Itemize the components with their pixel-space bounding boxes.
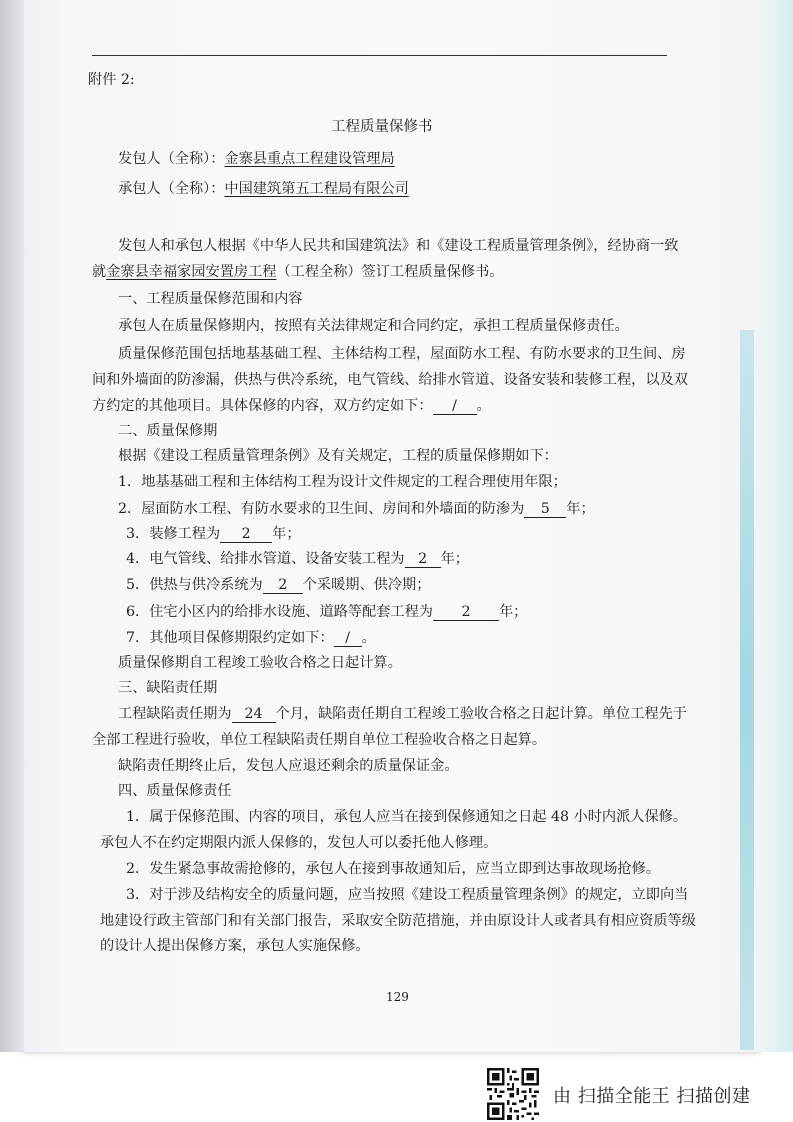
page-left-shadow bbox=[0, 0, 24, 1052]
item-2-value: 5 bbox=[524, 501, 566, 518]
section-1-para-2-line-2: 间和外墙面的防渗漏，供热与供冷系统，电气管线、给排水管道、设备安装和装修工程，以及双 bbox=[92, 372, 688, 388]
section-2-closing: 质量保修期自工程竣工验收合格之日起计算。 bbox=[118, 655, 402, 671]
section-4-item-1-line-1: 1．属于保修范围、内容的项目，承包人应当在接到保修通知之日起 48 小时内派人保修。 bbox=[126, 809, 688, 825]
section-4-item-3-line-3: 的设计人提出保修方案，承包人实施保修。 bbox=[100, 938, 370, 954]
section-3-para-2: 缺陷责任期终止后，发包人应退还剩余的质量保证金。 bbox=[118, 758, 459, 774]
binder-strip bbox=[740, 330, 754, 1050]
section-4-item-1-line-2: 承包人不在约定期限内派人保修的，发包人可以委托他人修理。 bbox=[100, 835, 498, 851]
page-right-edge bbox=[752, 0, 793, 1052]
section-1-heading: 一、工程质量保修范围和内容 bbox=[118, 291, 303, 307]
warranty-item-5 bbox=[126, 576, 430, 594]
item-2-unit: 年； bbox=[566, 501, 595, 517]
contractor-line bbox=[118, 180, 409, 198]
section-4-item-3-line-2: 地建设行政主管部门和有关部门报告，采取安全防范措施，并由原设计人或者具有相应资质等级 bbox=[100, 913, 696, 929]
warranty-item-1: 1．地基基础工程和主体结构工程为设计文件规定的工程合理使用年限； bbox=[118, 474, 567, 490]
scanner-watermark-text: 由 扫描全能王 扫描创建 bbox=[553, 1086, 751, 1107]
scope-end: 。 bbox=[476, 398, 491, 414]
document-title: 工程质量保修书 bbox=[331, 119, 433, 135]
employer-line bbox=[118, 150, 395, 168]
warranty-item-4 bbox=[126, 550, 469, 568]
item-3-unit: 年； bbox=[272, 526, 301, 542]
intro-line-1: 发包人和承包人根据《中华人民共和国建筑法》和《建设工程质量管理条例》，经协商一致 bbox=[118, 238, 679, 254]
section-2-intro: 根据《建设工程质量管理条例》及有关规定，工程的质量保修期如下： bbox=[118, 448, 558, 464]
item-5-unit: 个采暖期、供冷期； bbox=[302, 577, 431, 593]
section-1-para-2-line-3 bbox=[92, 397, 491, 415]
item-6-text: 6．住宅小区内的给排水设施、道路等配套工程为 bbox=[126, 604, 433, 620]
defect-period-text: 工程缺陷责任期为 bbox=[118, 706, 232, 722]
section-1-para-2-line-1: 质量保修范围包括地基基础工程、主体结构工程，屋面防水工程、有防水要求的卫生间、房 bbox=[118, 346, 686, 362]
attachment-label: 附件 2: bbox=[88, 72, 135, 88]
qr-code-icon bbox=[487, 1068, 539, 1120]
item-4-unit: 年； bbox=[440, 551, 469, 567]
item-4-value: 2 bbox=[405, 551, 441, 568]
warranty-item-7 bbox=[126, 629, 376, 647]
employer-name: 金寨县重点工程建设管理局 bbox=[224, 151, 395, 167]
section-1-para-1: 承包人在质量保修期内，按照有关法律规定和合同约定，承担工程质量保修责任。 bbox=[118, 318, 629, 334]
item-7-value: / bbox=[334, 630, 362, 647]
employer-label: 发包人（全称）： bbox=[118, 151, 225, 167]
item-3-text: 3．装修工程为 bbox=[126, 526, 221, 542]
item-7-text: 7．其他项目保修期限约定如下： bbox=[126, 630, 334, 646]
section-3-para-1-line-1 bbox=[118, 705, 687, 723]
warranty-item-6 bbox=[126, 603, 527, 621]
item-3-value: 2 bbox=[220, 526, 272, 543]
defect-period-rest: 个月，缺陷责任期自工程竣工验收合格之日起计算。单位工程先于 bbox=[275, 706, 687, 722]
item-2-text: 2．屋面防水工程、有防水要求的卫生间、房间和外墙面的防渗为 bbox=[118, 501, 525, 517]
intro-prefix: 就 bbox=[92, 264, 107, 280]
item-4-text: 4．电气管线、给排水管道、设备安装工程为 bbox=[126, 551, 405, 567]
warranty-item-2 bbox=[118, 500, 595, 518]
defect-period-value: 24 bbox=[232, 706, 276, 723]
contractor-label: 承包人（全称）： bbox=[118, 181, 225, 197]
warranty-item-3 bbox=[126, 525, 301, 543]
intro-suffix: （工程全称）签订工程质量保修书。 bbox=[276, 264, 504, 280]
contractor-name: 中国建筑第五工程局有限公司 bbox=[224, 181, 409, 197]
intro-line-2 bbox=[92, 263, 503, 281]
header-rule bbox=[92, 55, 667, 56]
section-4-item-3-line-1: 3．对于涉及结构安全的质量问题，应当按照《建设工程质量管理条例》的规定，立即向当 bbox=[126, 887, 689, 903]
section-3-para-1-line-2: 全部工程进行验收，单位工程缺陷责任期自单位工程验收合格之日起算。 bbox=[92, 732, 547, 748]
section-4-heading: 四、质量保修责任 bbox=[118, 783, 232, 799]
section-3-heading: 三、缺陷责任期 bbox=[118, 680, 218, 696]
item-5-text: 5．供热与供冷系统为 bbox=[126, 577, 263, 593]
section-4-item-2: 2．发生紧急事故需抢修的，承包人在接到事故通知后，应当立即到达事故现场抢修。 bbox=[126, 861, 660, 877]
scope-text: 方约定的其他项目。具体保修的内容，双方约定如下： bbox=[92, 398, 433, 414]
project-name: 金寨县幸福家园安置房工程 bbox=[106, 264, 277, 280]
section-2-heading: 二、质量保修期 bbox=[118, 423, 218, 439]
item-7-end: 。 bbox=[361, 630, 376, 646]
item-6-value: 2 bbox=[433, 604, 499, 621]
item-5-value: 2 bbox=[263, 577, 303, 594]
item-6-unit: 年； bbox=[498, 604, 528, 620]
page-number: 129 bbox=[386, 990, 409, 1004]
scope-blank: / bbox=[433, 398, 477, 415]
